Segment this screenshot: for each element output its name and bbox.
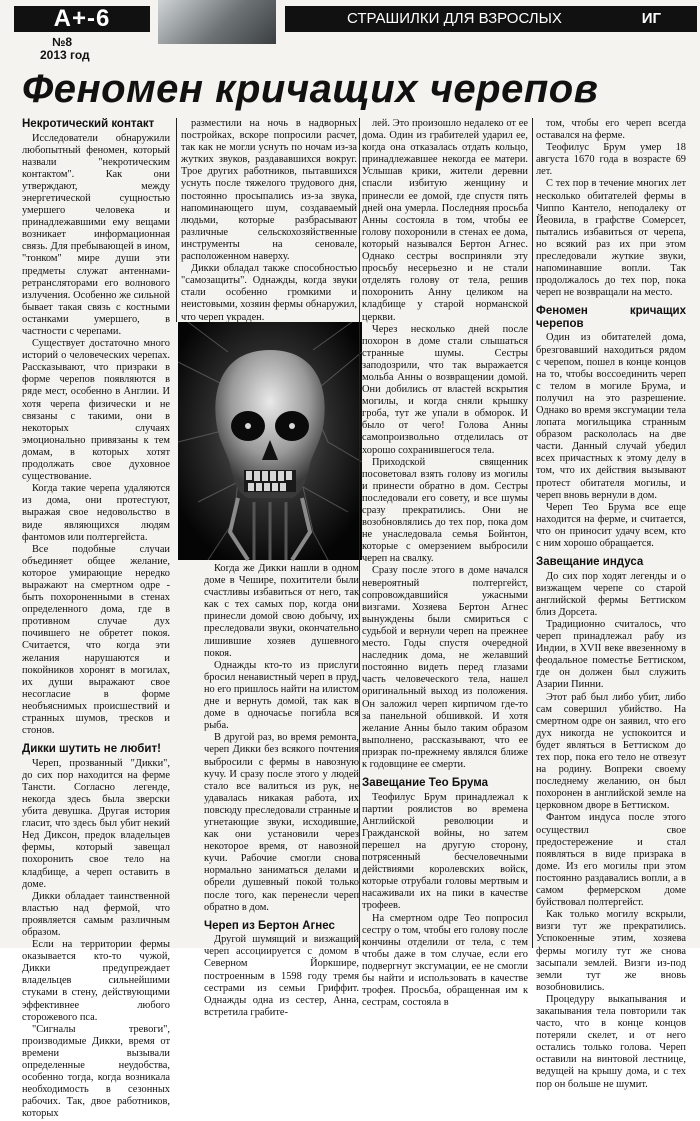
paragraph: Когда же Дикки нашли в одном доме в Чешире, похитители были счастливы избавиться от него, так как с тех самых пор, когда они принесли домой свою добычу, их преследовали звуки, окончательно лишившие хозяев душевного покоя. [204, 563, 359, 659]
column-3 [362, 118, 528, 1009]
column-1 [22, 118, 170, 1120]
paragraph: Сразу после этого в доме начался невероятный полтергейст, сопровождавшийся ужасными визгами. Хозяева Бертон Агнес вынуждены были смириться с судьбой и вернули череп на прежнее место. Годы спустя очередной наследник дома, не желавший постоянно видеть перед глазами часть человеческого тела, нашел оригинальный выход из положения. Он заложил череп кирпичом где-то за панельной обшивкой. И хотя желание Анны было таким образом выполнено, рассказывают, что ее призрак по-прежнему являлся ближе к годовщине ее смерти. [362, 565, 528, 770]
paragraph: Через несколько дней после похорон в доме стали слышаться странные шумы. Сестры заподозрили, что так выражается мольба Анны о возвращении домой. Они добились от властей вскрытия могилы, и когда сняли крышку гроба, тут же упали в обморок. И было от чего! Голова Анны самопроизвольно отделилась от хорошо сохранившегося тела. [362, 323, 528, 456]
paragraph: Теофилус Брум умер 18 августа 1670 года в возрасте 69 лет. [536, 142, 686, 178]
article-headline: Феномен кричащих черепов [22, 67, 599, 111]
rubric-band [285, 6, 697, 32]
paragraph: До сих пор ходят легенды и о визжащем черепе со старой английской фермы Беттиском близ Дорсета. [536, 570, 686, 618]
subheading-dikki: Дикки шутить не любит! [22, 743, 161, 756]
column-4 [536, 118, 686, 1090]
paragraph: Этот раб был либо убит, либо сам совершил убийство. На смертном одре он заявил, что его дух никогда не успокоится и будет являться в Беттиском до тех пор, пока его тело не отвезут на родину. Вопреки своему последнему желанию, он был похоронен в английской земле на церковном дворе в Беттиском. [536, 691, 686, 812]
subheading-necrotic-contact: Некротический контакт [22, 118, 155, 130]
paragraph: Другой шумящий и визжащий череп ассоциируется с домом в Северном Йоркшире, построенным в 1598 году тремя сестрами из семьи Гриффит. Однажды одна из сестер, Анна, встретила грабите- [204, 934, 359, 1018]
page-header [0, 0, 700, 62]
skull-illustration [178, 322, 362, 560]
paragraph: Дикки обладал также способностью "самозащиты". Однажды, когда звуки стали особенно громкими и неистовыми, хозяин фермы обнаружил, что череп украден. [181, 263, 357, 323]
paragraph: Если на территории фермы оказывается кто-то чужой, Дикки предупреждает владельцев сильнейшими стуками в стену, действующими эффективнее любого сторожевого пса. [22, 939, 170, 1023]
paragraph: Как только могилу вскрыли, визги тут же прекратились. Успокоенные этим, хозяева фермы могилу тут же снова засыпали землей. Визги из-под земли тут же вновь возобновились. [536, 909, 686, 993]
paragraph: Однажды кто-то из прислуги бросил ненавистный череп в пруд, но его пришлось найти на илистом дне и вернуть домой, так как в доме в одночасье погибла вся рыба. [204, 659, 359, 732]
paragraph: Один из обитателей дома, брезговавший находиться рядом с черепом, пошел в конце концов на то, чтобы воссоединить череп с телом в могиле Брума, и получил на это разрешение. Однако во время эксгумации тела лопата могильщика странным образом раскололась на две части. Данный случай убедил всех причастных к этому делу в том, что их действия вызывают протест обитателя могилы, и череп вновь вернули в дом. [536, 332, 686, 501]
paragraph: Фантом индуса после этого осуществил свое предостережение и стал появляться в виде призрака в доме. Из его могилы при этом постоянно раздавались вопли, а в самом фермерском доме буйствовал полтергейст. [536, 812, 686, 909]
paragraph: В другой раз, во время ремонта, череп Дикки без всякого почтения выбросили с фермы в навозную кучу. И сразу после этого у людей стало все валиться из рук, не удавалась никакая работа, их повсюду преследовали странные и угнетающие звуки, исходившие, как они установили через некоторое время, от навозной кучи. Рабочие смогли снова нормально заниматься делами и обрели душевный покой только после того, как перенесли череп обратно в дом. [204, 732, 359, 913]
paragraph: Существует достаточно много историй о человеческих черепах. Рассказывают, что призраки в форме черепов появляются в ряде мест, особенно в Англии. И хотя черепа физически и не связаны с такими, они в некоторых случаях эмоционально привязаны к тем домам, в которых хотят продолжать свое духовное существование. [22, 338, 170, 483]
paragraph: Череп Тео Брума все еще находится на ферме, и считается, что он приносит удачу всем, кто с ним хорошо обращается. [536, 501, 686, 549]
paragraph: разместили на ночь в надворных постройках, вскоре попросили расчет, так как не могли уснуть по ночам из-за жутких звуков, раздававшихся вокруг. Трое других работников, пытавшихся уснуть после тяжелого трудового дня, постоянно просыпались из-за звука, напоминающего шум, создаваемый людьми, которые разбрасывают различные сельскохозяйственные инструменты на сеновале, расположенном наверху. [181, 118, 357, 263]
issue-number: №8 [52, 35, 73, 49]
column-divider [532, 118, 533, 948]
column-divider [359, 118, 360, 948]
paragraph: На смертном одре Тео попросил сестру о том, чтобы его голову после кончины отделили от тела, с тем чтобы даже в том случае, если его подвергнут эксгумации, ее не смогли бы найти и использовать в качестве трофея. Просьба, обращенная им к сестрам, состояла в [362, 912, 528, 1009]
subheading-screaming-skulls: Феномен кричащих черепов [536, 305, 686, 330]
skull-image [178, 322, 362, 560]
edition-mark: ИГ [641, 10, 661, 27]
paragraph: Теофилус Брум принадлежал к партии роялистов во времена Английской революции и Гражданской войны, но затем перешел на другую сторону, потрясенный бесчеловечными действиями королевских войск, которые отрубали головы мертвым и насаживали их на пики в качестве трофеев. [362, 791, 528, 912]
paragraph: том, чтобы его череп всегда оставался на ферме. [536, 118, 686, 142]
section-logo: А+-6 [14, 6, 150, 32]
issue-year: 2013 год [40, 48, 90, 62]
paragraph: Традиционно считалось, что череп принадлежал рабу из Индии, в XVII веке ввезенному в феодальное поместье Беттиском, где он должен был служить Азарии Пинни. [536, 618, 686, 691]
paragraph: Когда такие черепа удаляются из дома, они протестуют, выражая свое недовольство в виде являющихся людям фантомов или полтергейста. [22, 483, 170, 543]
paragraph: лей. Это произошло недалеко от ее дома. Один из грабителей ударил ее, когда она отказалась отдать кольцо, принадлежавшее некогда ее матери. Услышав крики, жители деревни спасли избитую женщину и принесли ее домой, где спустя пять дней она умерла. Последняя просьба Анны состояла в том, чтобы ее голову похоронили в стенах ее дома, который назывался Бертон Агнес. Однако сестры восприняли эту просьбу несерьезно и не стали отделять голову от тела, решив похоронить Анну целиком на кладбище у старой норманской церкви. [362, 118, 528, 323]
column-divider [176, 118, 177, 322]
column-2-top [181, 118, 357, 348]
paragraph: Приходской священник посоветовал взять голову из могилы и принести обратно в дом. Сестры последовали его совету, и все шумы сразу прекратились. Они не возобновлялись до тех пор, пока дом не унаследовала семья Бойнтон, которые с омерзением выбросили череп на свалку. [362, 456, 528, 565]
paragraph: "Сигналы тревоги", производимые Дикки, время от времени вызывали определенные неудобства, особенно тогда, когда возникала необходимость в сезонных рабочих. Так, двое работников, которых [22, 1023, 170, 1120]
paragraph: Исследователи обнаружили любопытный феномен, который назвали "некротическим контактом". Как они утверждают, между энергетической сущностью умершего человека и принадлежавшими ему вещами возникает информационная связь. Для пребывающей в ином, "тонком" мире души эти предметы служат антеннами-ретрансляторами его волнового излучения. Особенно же сильной бывает такая связь с костными останками умершего, в частности с черепами. [22, 132, 170, 337]
paragraph: С тех пор в течение многих лет несколько обитателей фермы в Чиппо Кантело, неподалеку от Йеовила, в графстве Сомерсет, пытались избавиться от черепа, но всякий раз их при этом преследовали жуткие звуки, напоминавшие вопли. Так продолжалось до тех пор, пока череп не возвращали на место. [536, 178, 686, 299]
rubric-title: СТРАШИЛКИ ДЛЯ ВЗРОСЛЫХ [347, 10, 562, 27]
column-2-bottom [204, 563, 359, 1018]
paragraph: Все подобные случаи объединяет общее желание, которое умирающие нередко выражают на смертном одре - быть похороненными в стенах определенного дома, где в противном случае дух почившего не обретет покоя. Считается, что когда эти желания нарушаются и покойников хоронят в могилах, их души выражают свое несогласие в форме необъяснимых происшествий и странных шумов, тресков и стонов. [22, 543, 170, 737]
subheading-burton-agnes: Череп из Бертон Агнес [204, 919, 335, 932]
paragraph: Дикки обладает таинственной властью над фермой, что проявляется самым различным образом. [22, 890, 170, 938]
header-photo [158, 0, 276, 44]
paragraph: Череп, прозванный "Дикки", до сих пор находится на ферме Тансти. Согласно легенде, некогда здесь была зверски убита девушка. Другая история гласит, что здесь был убит некий Нед Диксон, предок владельцев фермы, который завещал похоронить свое тело на кладбище, а череп оставить в доме. [22, 757, 170, 890]
subheading-hindu-will: Завещание индуса [536, 556, 644, 569]
paragraph: Процедуру выкапывания и закапывания тела повторили так часто, что в конце концов потеряли скелет, и от него остались только голова. Череп оставили на винтовой лестнице, ведущей на крышу дома, и с тех пор он больше не шумит. [536, 993, 686, 1090]
subheading-theo-broom: Завещание Тео Брума [362, 777, 488, 790]
